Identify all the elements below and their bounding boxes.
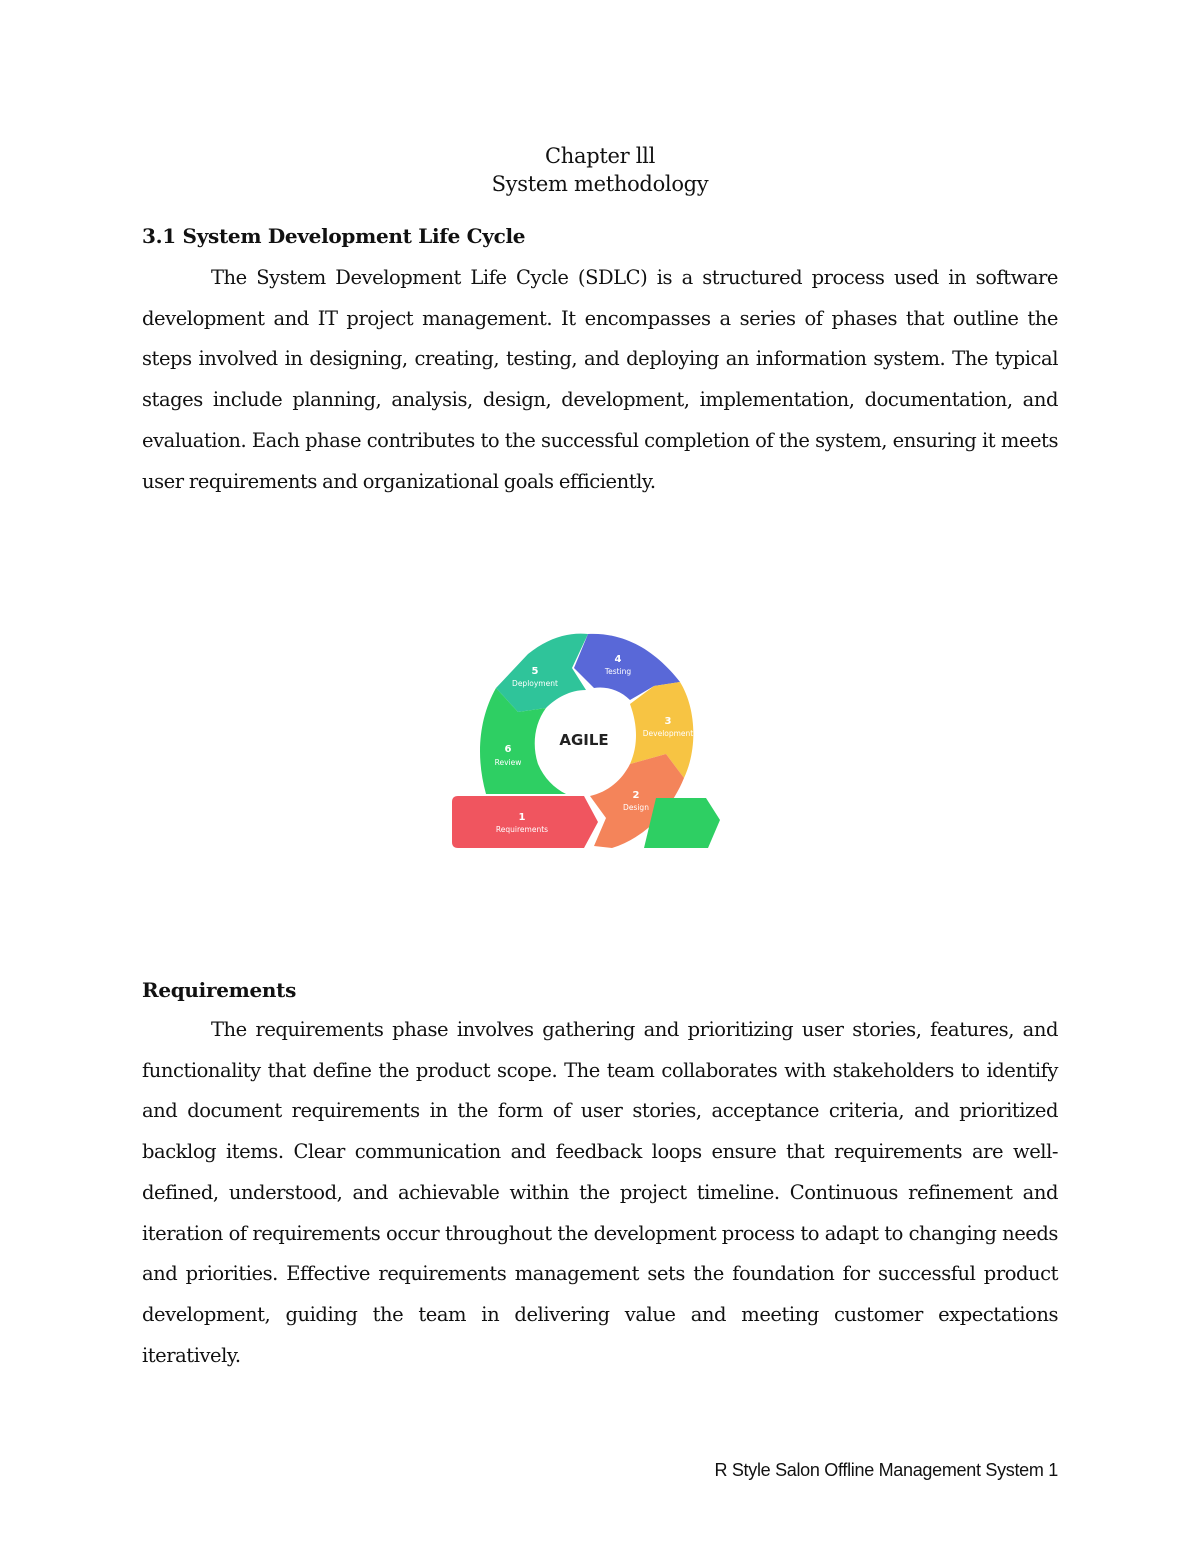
phase-3-label: Development [642, 729, 694, 738]
deployment-segment [496, 634, 588, 712]
phase-6-label: Review [494, 758, 522, 767]
agile-cycle-diagram [448, 628, 724, 852]
page-footer: R Style Salon Offline Management System 1 [714, 1460, 1058, 1480]
phase-6-number: 6 [504, 744, 512, 755]
section-heading-sdlc: 3.1 System Development Life Cycle [142, 224, 526, 248]
chapter-title: System methodology [491, 172, 709, 196]
phase-1-label: Requirements [495, 825, 549, 834]
requirements-paragraph: The requirements phase involves gathering and prioritizing user stories, features, and functionality that define the product scope. The team collaborates with stakeholders to identify and document requirements in the form of user stories, acceptance criteria, and prioritized backlog items. Clear communication and feedback loops ensure that requirements are well-defined, understood, and achievable within the project timeline. Continuous refinement and iteration of requirements occur throughout the development process to adapt to changing needs and priorities. Effective requirements management sets the foundation for successful product development, guiding the team in delivering value and meeting customer expectations iteratively. [142, 1018, 1058, 1367]
agile-center-label: AGILE [559, 731, 609, 749]
agile-cycle-svg [448, 628, 724, 852]
phase-4-label: Testing [604, 667, 632, 676]
phase-2-number: 2 [632, 790, 640, 801]
phase-5-number: 5 [531, 666, 539, 677]
phase-5-label: Deployment [512, 679, 558, 688]
sdlc-paragraph: The System Development Life Cycle (SDLC) is a structured process used in software development and IT project management. It encompasses a series of phases that outline the steps involved in designing, creating, testing, and deploying an information system. The typical stages include planning, analysis, design, development, implementation, documentation, and evaluation. Each phase contributes to the successful completion of the system, ensuring it meets user requirements and organizational goals efficiently. [142, 266, 1058, 493]
chapter-header [0, 142, 1200, 198]
phase-4-number: 4 [614, 654, 622, 665]
phase-2-label: Design [623, 803, 649, 812]
phase-1-number: 1 [518, 812, 526, 823]
section-heading-requirements: Requirements [142, 978, 297, 1002]
accent-arrow-segment [644, 798, 720, 848]
phase-3-number: 3 [664, 716, 672, 727]
chapter-number: Chapter lll [545, 144, 655, 168]
